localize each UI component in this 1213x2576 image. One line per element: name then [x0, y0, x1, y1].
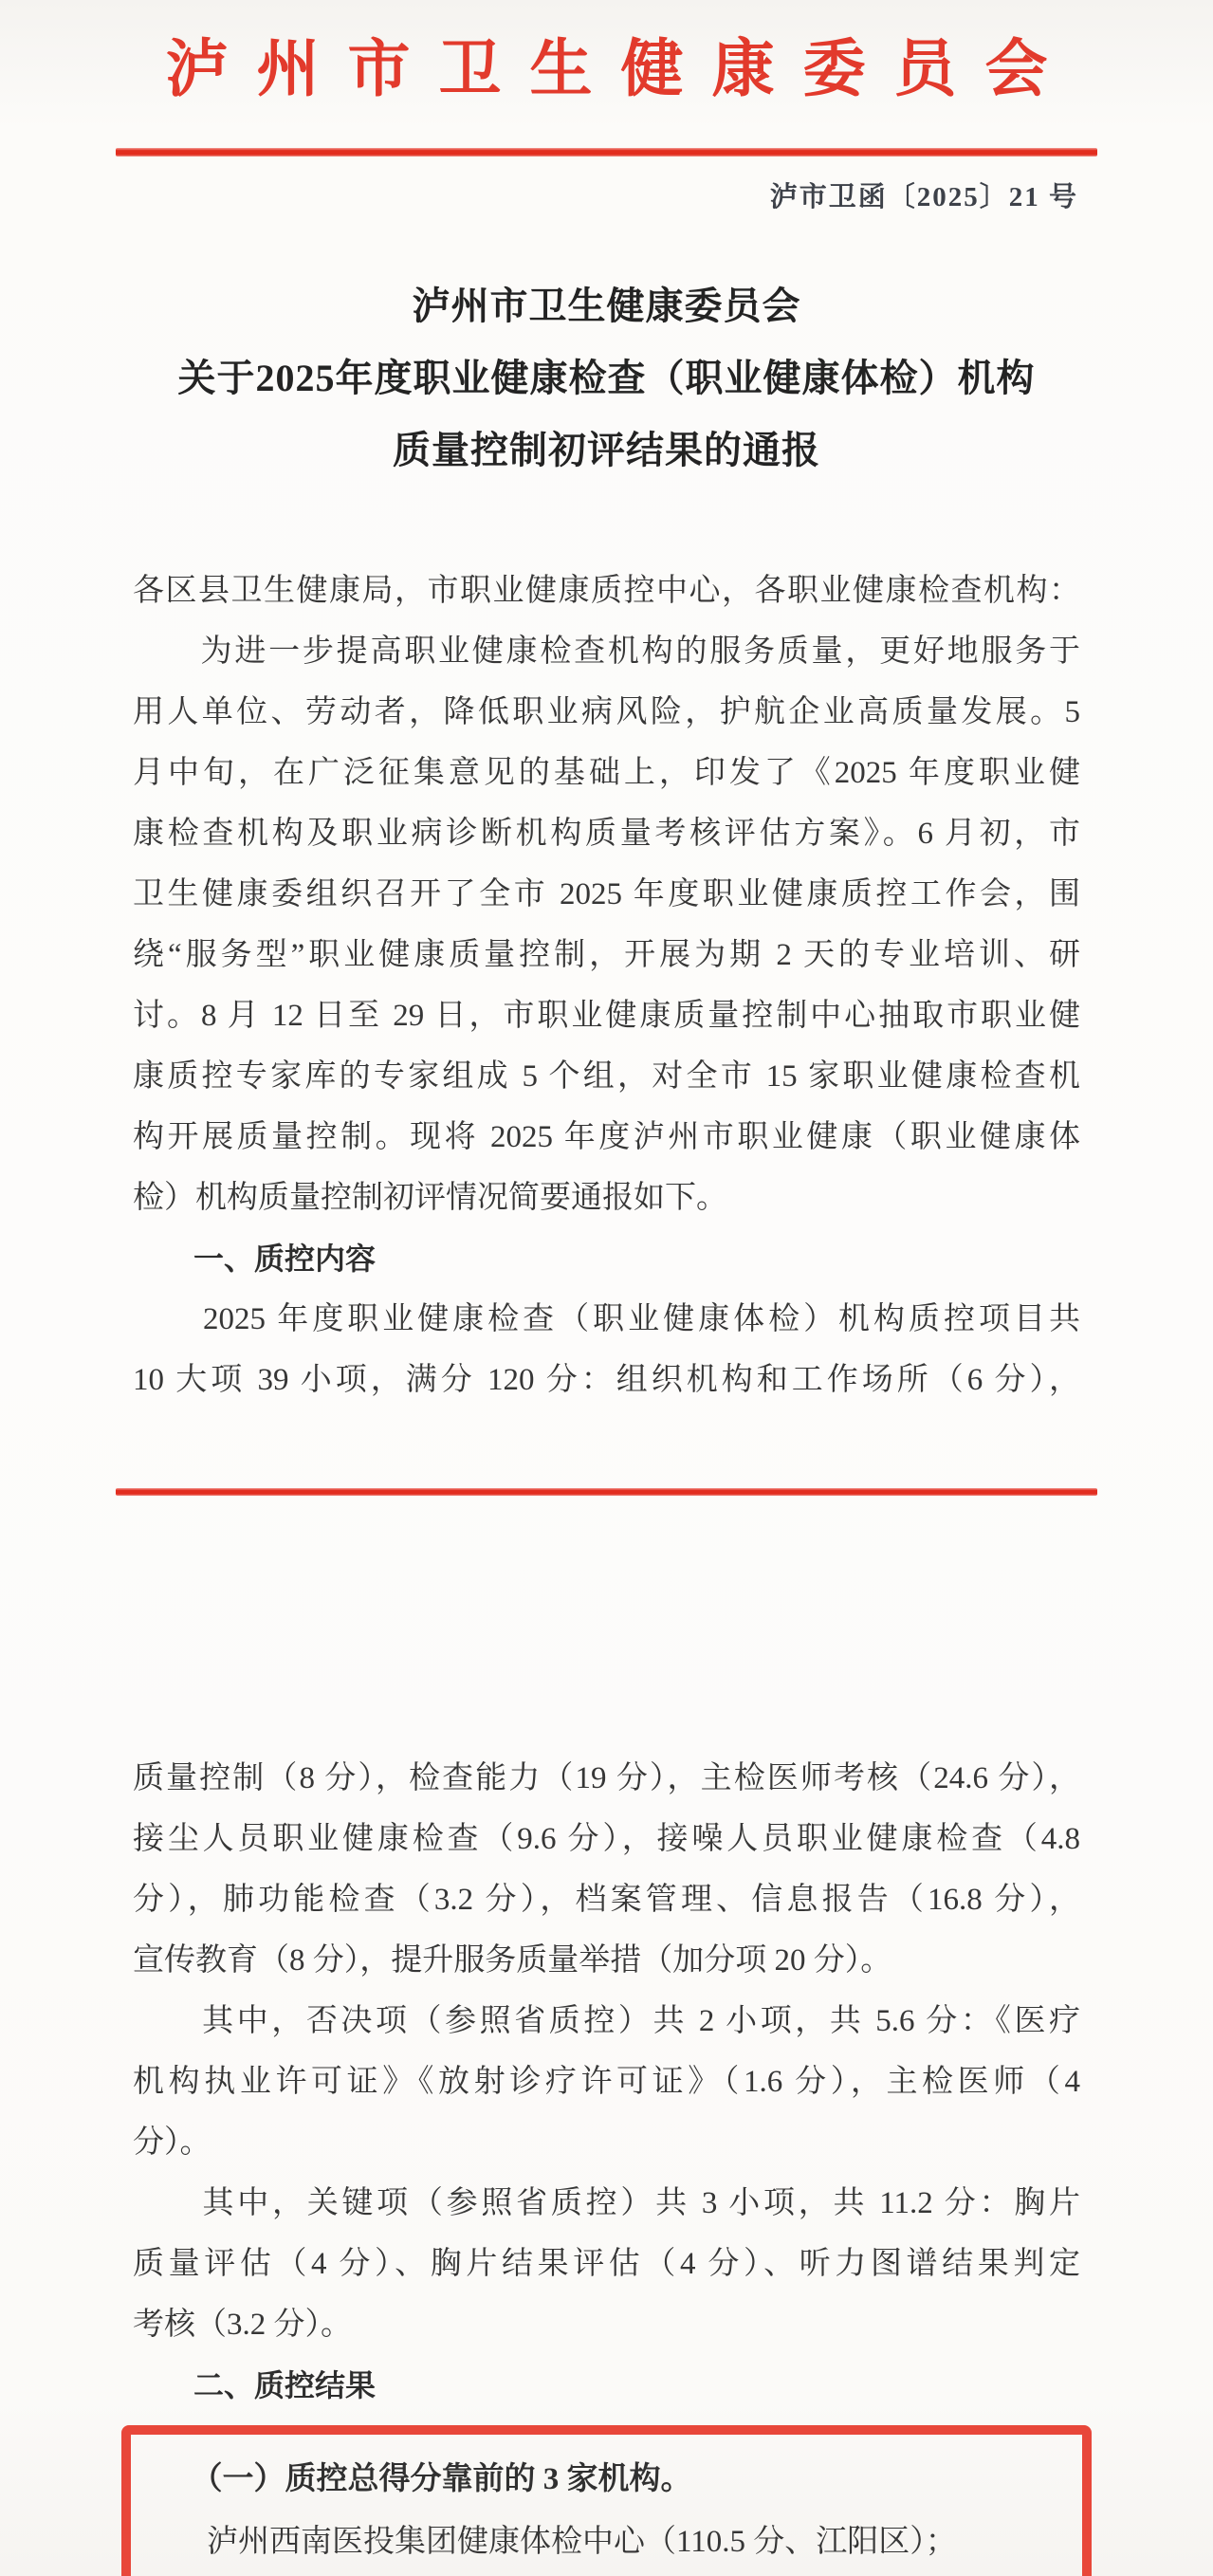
text-line: 康质控专家库的专家组成 5 个组，对全市 15 家职业健康检查机 [133, 1059, 1080, 1094]
text-line: 用人单位、劳动者，降低职业病风险，护航企业高质量发展。5 [133, 695, 1080, 729]
text-line: 其中，否决项（参照省质控）共 2 小项，共 5.6 分：《医疗 [133, 2004, 1080, 2038]
letterhead-agency-title: 泸州市卫生健康委员会 [165, 35, 1076, 104]
text-line: 各区县卫生健康局，市职业健康质控中心，各职业健康检查机构： [133, 574, 1080, 608]
page-break-red-rule [116, 1488, 1097, 1496]
body-text-page2 [133, 1748, 1080, 2416]
text-line: （一）质控总得分靠前的 3 家机构。 [144, 2462, 692, 2496]
document-title-line: 质量控制初评结果的通报 [393, 429, 820, 471]
text-line: 康检查机构及职业病诊断机构质量考核评估方案》。6 月初，市 [133, 817, 1080, 851]
document-title [133, 270, 1080, 487]
text-line: 机构执业许可证》《放射诊疗许可证》（1.6 分），主检医师（4 [133, 2065, 1080, 2099]
text-line: 质量评估（4 分）、胸片结果评估（4 分）、听力图谱结果判定 [133, 2247, 1080, 2281]
text-line: 检）机构质量控制初评情况简要通报如下。 [133, 1181, 727, 1215]
text-line: 为进一步提高职业健康检查机构的服务质量，更好地服务于 [133, 635, 1080, 669]
text-line: 考核（3.2 分）。 [133, 2308, 352, 2342]
text-line: 接尘人员职业健康检查（9.6 分），接噪人员职业健康检查（4.8 [133, 1822, 1080, 1856]
text-line: 宣传教育（8 分），提升服务质量举措（加分项 20 分）。 [133, 1943, 892, 1978]
text-line: 10 大项 39 小项，满分 120 分：组织机构和工作场所（6 分）， [133, 1363, 1080, 1397]
text-line: 构开展质量控制。现将 2025 年度泸州市职业健康（职业健康体 [133, 1120, 1080, 1154]
text-line: 绕“服务型”职业健康质量控制，开展为期 2 天的专业培训、研 [133, 938, 1080, 972]
text-line: 月中旬，在广泛征集意见的基础上，印发了《2025 年度职业健 [133, 756, 1080, 790]
text-line: 一、质控内容 [133, 1242, 377, 1276]
document-number: 泸市卫函〔2025〕21 号 [769, 182, 1078, 212]
text-line: 分），肺功能检查（3.2 分），档案管理、信息报告（16.8 分）， [133, 1883, 1080, 1917]
text-line: 泸州西南医投集团健康体检中心（110.5 分、江阳区）； [144, 2525, 957, 2559]
text-line: 二、质控结果 [133, 2368, 377, 2402]
document-title-line: 泸州市卫生健康委员会 [412, 285, 801, 327]
text-line: 分）。 [133, 2125, 211, 2160]
letterhead-red-rule [116, 148, 1097, 156]
body-text-page1 [133, 561, 1080, 1410]
text-line: 卫生健康委组织召开了全市 2025 年度职业健康质控工作会，围 [133, 877, 1080, 911]
highlight-box-top3-institutions [121, 2425, 1092, 2576]
text-line: 其中，关键项（参照省质控）共 3 小项，共 11.2 分：胸片 [133, 2186, 1080, 2220]
document-title-line: 关于2025年度职业健康检查（职业健康体检）机构 [177, 357, 1036, 399]
text-line: 质量控制（8 分），检查能力（19 分），主检医师考核（24.6 分）， [133, 1761, 1080, 1795]
text-line: 2025 年度职业健康检查（职业健康体检）机构质控项目共 [133, 1302, 1080, 1336]
text-line: 讨。8 月 12 日至 29 日，市职业健康质量控制中心抽取市职业健 [133, 999, 1080, 1033]
